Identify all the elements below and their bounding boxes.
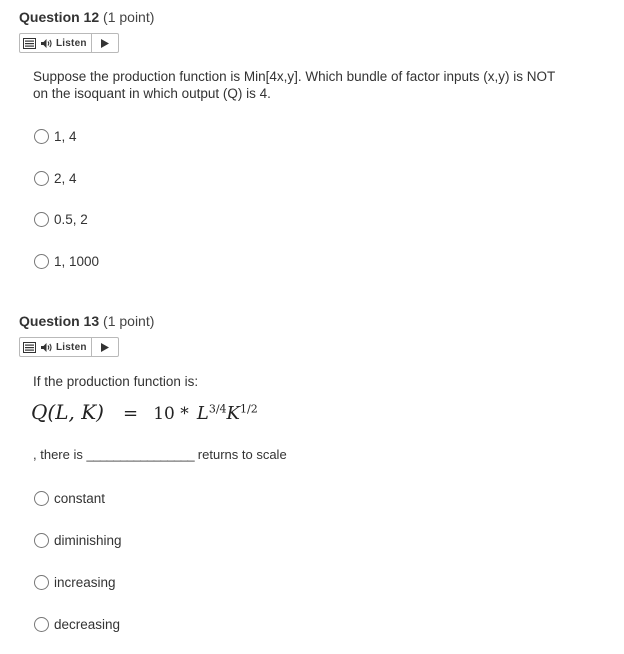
question-title-text: Question 13 <box>19 313 100 329</box>
fill-suffix: returns to scale <box>197 447 287 462</box>
formula-k: K <box>226 403 240 424</box>
radio-button[interactable] <box>34 575 49 590</box>
option-label: constant <box>54 491 106 506</box>
radio-button[interactable] <box>34 212 49 227</box>
option-label: increasing <box>54 575 116 590</box>
formula-equals: = <box>123 403 139 424</box>
question-title-text: Question 12 <box>19 9 100 25</box>
listen-main[interactable] <box>20 34 92 52</box>
option-label: 0.5, 2 <box>54 212 88 227</box>
formula-l-exponent: 3/4 <box>208 402 227 416</box>
question-12-prompt: Suppose the production function is Min[4x,y]. Which bundle of factor inputs (x,y) is NOT on the isoquant in which output (Q) is 4. <box>33 69 555 101</box>
play-icon <box>101 343 109 352</box>
q13-option-2[interactable] <box>34 533 122 548</box>
q13-option-4[interactable] <box>34 617 120 632</box>
play-button[interactable] <box>92 338 118 356</box>
production-function-formula <box>31 400 258 424</box>
fill-in-sentence <box>33 446 573 463</box>
listen-button-q13[interactable] <box>19 337 119 357</box>
listen-label: Listen <box>56 341 87 353</box>
question-12-title <box>19 9 154 25</box>
listen-label: Listen <box>56 37 87 49</box>
radio-button[interactable] <box>34 129 49 144</box>
option-label: 2, 4 <box>54 171 77 186</box>
formula-k-exponent: 1/2 <box>239 402 258 416</box>
formula-lhs: Q(L, K) <box>31 400 104 424</box>
option-label: 1, 1000 <box>54 254 100 269</box>
fill-prefix: , there is <box>33 447 83 462</box>
listen-main[interactable] <box>20 338 92 356</box>
document-icon <box>23 38 37 49</box>
listen-button-q12[interactable] <box>19 33 119 53</box>
radio-button[interactable] <box>34 617 49 632</box>
question-13-title <box>19 313 154 329</box>
speaker-icon <box>40 38 53 49</box>
q12-option-1[interactable] <box>34 129 77 144</box>
play-button[interactable] <box>92 34 118 52</box>
radio-button[interactable] <box>34 533 49 548</box>
question-points: (1 point) <box>103 9 155 25</box>
q13-option-3[interactable] <box>34 575 116 590</box>
q13-option-1[interactable] <box>34 491 105 506</box>
option-label: decreasing <box>54 617 121 632</box>
q12-option-4[interactable] <box>34 254 99 269</box>
fill-blank: ________________ <box>86 447 195 462</box>
q12-option-2[interactable] <box>34 171 77 186</box>
question-13-prompt: If the production function is: <box>33 374 199 389</box>
speaker-icon <box>40 342 53 353</box>
radio-button[interactable] <box>34 491 49 506</box>
document-icon <box>23 342 37 353</box>
formula-l: L <box>196 403 209 424</box>
formula-coefficient: 10 * <box>153 404 189 424</box>
option-label: diminishing <box>54 533 122 548</box>
radio-button[interactable] <box>34 171 49 186</box>
q12-option-3[interactable] <box>34 212 88 227</box>
question-points: (1 point) <box>103 313 155 329</box>
radio-button[interactable] <box>34 254 49 269</box>
play-icon <box>101 39 109 48</box>
option-label: 1, 4 <box>54 129 77 144</box>
